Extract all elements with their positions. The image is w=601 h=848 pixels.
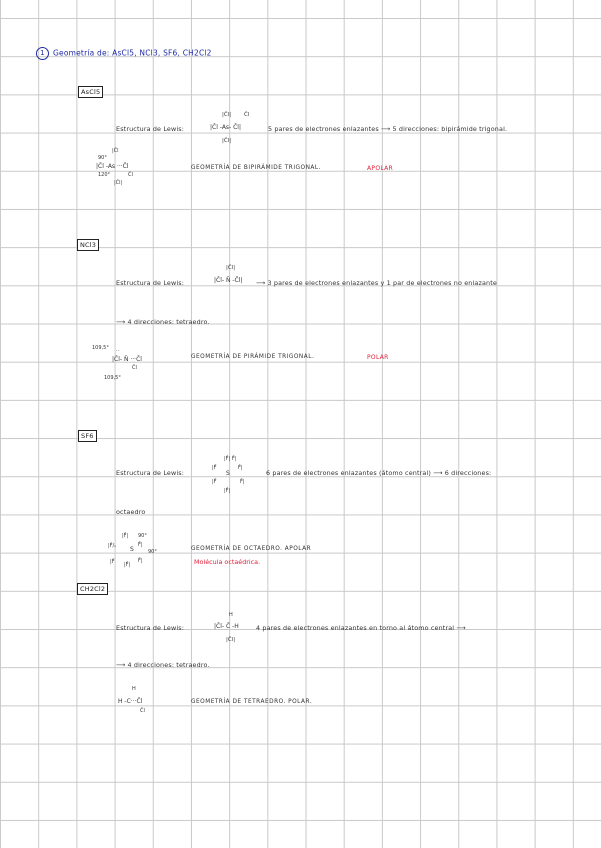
polarity-ncl3: POLAR [367, 354, 389, 361]
lewis-prefix-sf6: Estructura de Lewis: [116, 469, 185, 477]
svg-text:|C̄l|: |C̄l| [222, 112, 232, 118]
svg-text:|F̄|: |F̄| [122, 533, 129, 539]
lewis-structure-ch2cl2 [212, 609, 258, 645]
svg-text:|C̄l|: |C̄l| [222, 138, 232, 144]
svg-text:H -C···C̄l: H -C···C̄l [118, 698, 143, 705]
page-title [36, 47, 212, 60]
geometry-drawing-ascl5 [92, 146, 162, 188]
svg-text:F̄|: F̄| [138, 558, 143, 564]
lewis-text-ascl5: 5 pares de electrones enlazantes ⟶ 5 direcciones: bipirámide trigonal. [268, 125, 508, 133]
exercise-number: 1 [36, 47, 49, 60]
svg-text:S: S [130, 546, 134, 553]
lewis-continued-sf6: octaedro [116, 508, 146, 516]
svg-text:|F̄|: |F̄| [224, 488, 231, 494]
section-label-ascl5: AsCl5 [78, 86, 103, 98]
svg-text:|F̄/ₙ: |F̄/ₙ [108, 543, 117, 549]
angle-120: 120° [98, 172, 111, 178]
angle-90: 90° [98, 155, 107, 161]
lewis-continued-ncl3: ⟶ 4 direcciones: tetraedro. [116, 318, 210, 326]
svg-text:|F̄: |F̄ [212, 465, 217, 471]
section-label-ch2cl2: CH2Cl2 [77, 583, 108, 595]
svg-text:··: ·· [116, 348, 120, 354]
svg-text:F̄|: F̄| [138, 542, 143, 548]
svg-text:|F̄: |F̄ [110, 559, 115, 565]
lewis-prefix-ch2cl2: Estructura de Lewis: [116, 624, 185, 632]
svg-text:|F̄| F̄|: |F̄| F̄| [224, 456, 237, 462]
lewis-text-sf6: 6 pares de electrones enlazantes (átomo central) ⟶ 6 direcciones: [266, 469, 492, 477]
svg-text:H: H [229, 612, 233, 618]
svg-text:|C̄l|: |C̄l| [226, 637, 236, 643]
lewis-structure-ascl5 [208, 109, 264, 145]
svg-text:C̄l: C̄l [128, 172, 133, 178]
svg-text:|F̄|: |F̄| [124, 562, 131, 568]
svg-text:C̄l: C̄l [140, 708, 145, 714]
polarity-ascl5: APOLAR [367, 165, 393, 172]
geometry-drawing-ncl3 [92, 342, 156, 382]
svg-text:C̄l: C̄l [132, 365, 137, 371]
section-label-sf6: SF6 [78, 430, 97, 442]
geometry-ch2cl2: GEOMETRÍA DE TETRAEDRO. POLAR. [191, 699, 313, 705]
svg-text:|C̄l|: |C̄l| [226, 265, 236, 271]
svg-text:C̄l: C̄l [244, 112, 250, 118]
geometry-ncl3: GEOMETRÍA DE PIRÁMIDE TRIGONAL. [191, 354, 315, 360]
svg-text:|C̄l- C̄ -H: |C̄l- C̄ -H [214, 623, 239, 630]
lewis-prefix-ascl5: Estructura de Lewis: [116, 125, 185, 133]
geometry-ascl5: GEOMETRÍA DE BIPIRÁMIDE TRIGONAL. [191, 165, 321, 171]
svg-text:F̄|: F̄| [240, 479, 245, 485]
angle-109-bottom: 109,5° [104, 375, 121, 381]
svg-text:|C̄l -As ···C̄l: |C̄l -As ···C̄l [96, 163, 129, 170]
svg-text:S: S [226, 470, 230, 477]
geometry-sf6: GEOMETRÍA DE OCTAEDRO. APOLAR [191, 546, 312, 552]
lewis-structure-sf6 [210, 453, 256, 495]
svg-text:|C̄l- N̄ ···C̄l: |C̄l- N̄ ···C̄l [112, 356, 142, 363]
lewis-prefix-ncl3: Estructura de Lewis: [116, 279, 185, 287]
angle-90-b: 90° [148, 549, 157, 555]
section-label-ncl3: NCl3 [77, 239, 99, 251]
svg-text:|C̄l|: |C̄l| [114, 180, 123, 186]
lewis-text-ch2cl2: 4 pares de electrones enlazantes en torno al átomo central ⟶ [256, 624, 466, 632]
svg-text:|C̄l- N̄ -C̄l|: |C̄l- N̄ -C̄l| [214, 277, 243, 284]
svg-text:|C̄l: |C̄l [112, 148, 119, 154]
lewis-text-ncl3: ⟶ 3 pares de electrones enlazantes y 1 par de electrones no enlazante [256, 279, 497, 287]
title-text: Geometría de: AsCl5, NCl3, SF6, CH2Cl2 [53, 48, 212, 58]
geometry-drawing-sf6 [108, 530, 168, 572]
geometry-drawing-ch2cl2 [118, 684, 164, 718]
svg-text:|F̄: |F̄ [212, 479, 217, 485]
angle-90-a: 90° [138, 533, 147, 539]
lewis-continued-ch2cl2: ⟶ 4 direcciones: tetraedro. [116, 661, 210, 669]
svg-text:F̄|: F̄| [238, 465, 243, 471]
lewis-structure-ncl3 [212, 262, 260, 286]
angle-109-top: 109,5° [92, 345, 109, 351]
svg-text:|C̄l -As- C̄l|: |C̄l -As- C̄l| [210, 124, 241, 131]
svg-text:H: H [132, 686, 136, 692]
note-sf6: Molécula octaédrica. [194, 558, 261, 566]
